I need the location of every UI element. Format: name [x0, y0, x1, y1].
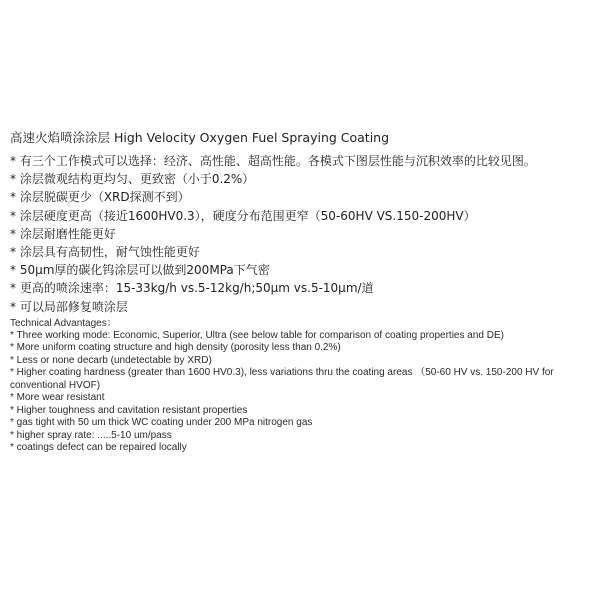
cn-list-item: * 涂层脱碳更少（XRD探测不到）: [10, 190, 190, 205]
cn-list-item: * 50μm厚的碳化钨涂层可以做到200MPa下气密: [10, 263, 270, 278]
chinese-feature-list: [10, 152, 595, 316]
technical-advantages-heading: Technical Advantages：: [10, 317, 117, 329]
cn-list-item: * 涂层硬度更高（接近1600HV0.3），硬度分布范围更窄（50-60HV VS.150-200HV）: [10, 208, 476, 223]
en-list-item: * coatings defect can be repaired locally: [10, 442, 187, 454]
en-list-item: * higher spray rate: .....5-10 um/pass: [10, 429, 172, 441]
en-list-item: * gas tight with 50 um thick WC coating under 200 MPa nitrogen gas: [10, 417, 313, 429]
cn-list-item: * 可以局部修复喷涂层: [10, 299, 128, 314]
en-list-item: * Three working mode: Economic, Superior, Ultra (see below table for comparison of coating properties and DE): [10, 329, 504, 341]
en-list-item: * Less or none decarb (undetectable by XRD): [10, 354, 212, 366]
cn-list-item: * 涂层微观结构更均匀、更致密（小于0.2%）: [10, 172, 255, 187]
cn-list-item: * 涂层耐磨性能更好: [10, 226, 116, 241]
en-list-item: * More uniform coating structure and high density (porosity less than 0.2%): [10, 342, 341, 354]
english-feature-list: [10, 330, 595, 455]
document-body: [10, 130, 595, 455]
cn-list-item: * 更高的喷涂速率：15-33kg/h vs.5-12kg/h;50μm vs.5-10μm/道: [10, 281, 374, 296]
cn-list-item: * 有三个工作模式可以选择：经济、高性能、超高性能。各模式下图层性能与沉积效率的比较见图。: [10, 154, 536, 168]
en-list-item: * More wear resistant: [10, 392, 105, 404]
en-list-item: * Higher toughness and cavitation resistant properties: [10, 404, 248, 416]
en-list-item: * Higher coating hardness (greater than 1600 HV0.3), less variations thru the coating areas （50-60 HV vs. 150-200 HV for conventional HVOF): [10, 367, 554, 391]
cn-list-item: * 涂层具有高韧性，耐气蚀性能更好: [10, 245, 200, 260]
page-title: 高速火焰喷涂涂层 High Velocity Oxygen Fuel Spraying Coating: [10, 130, 390, 145]
